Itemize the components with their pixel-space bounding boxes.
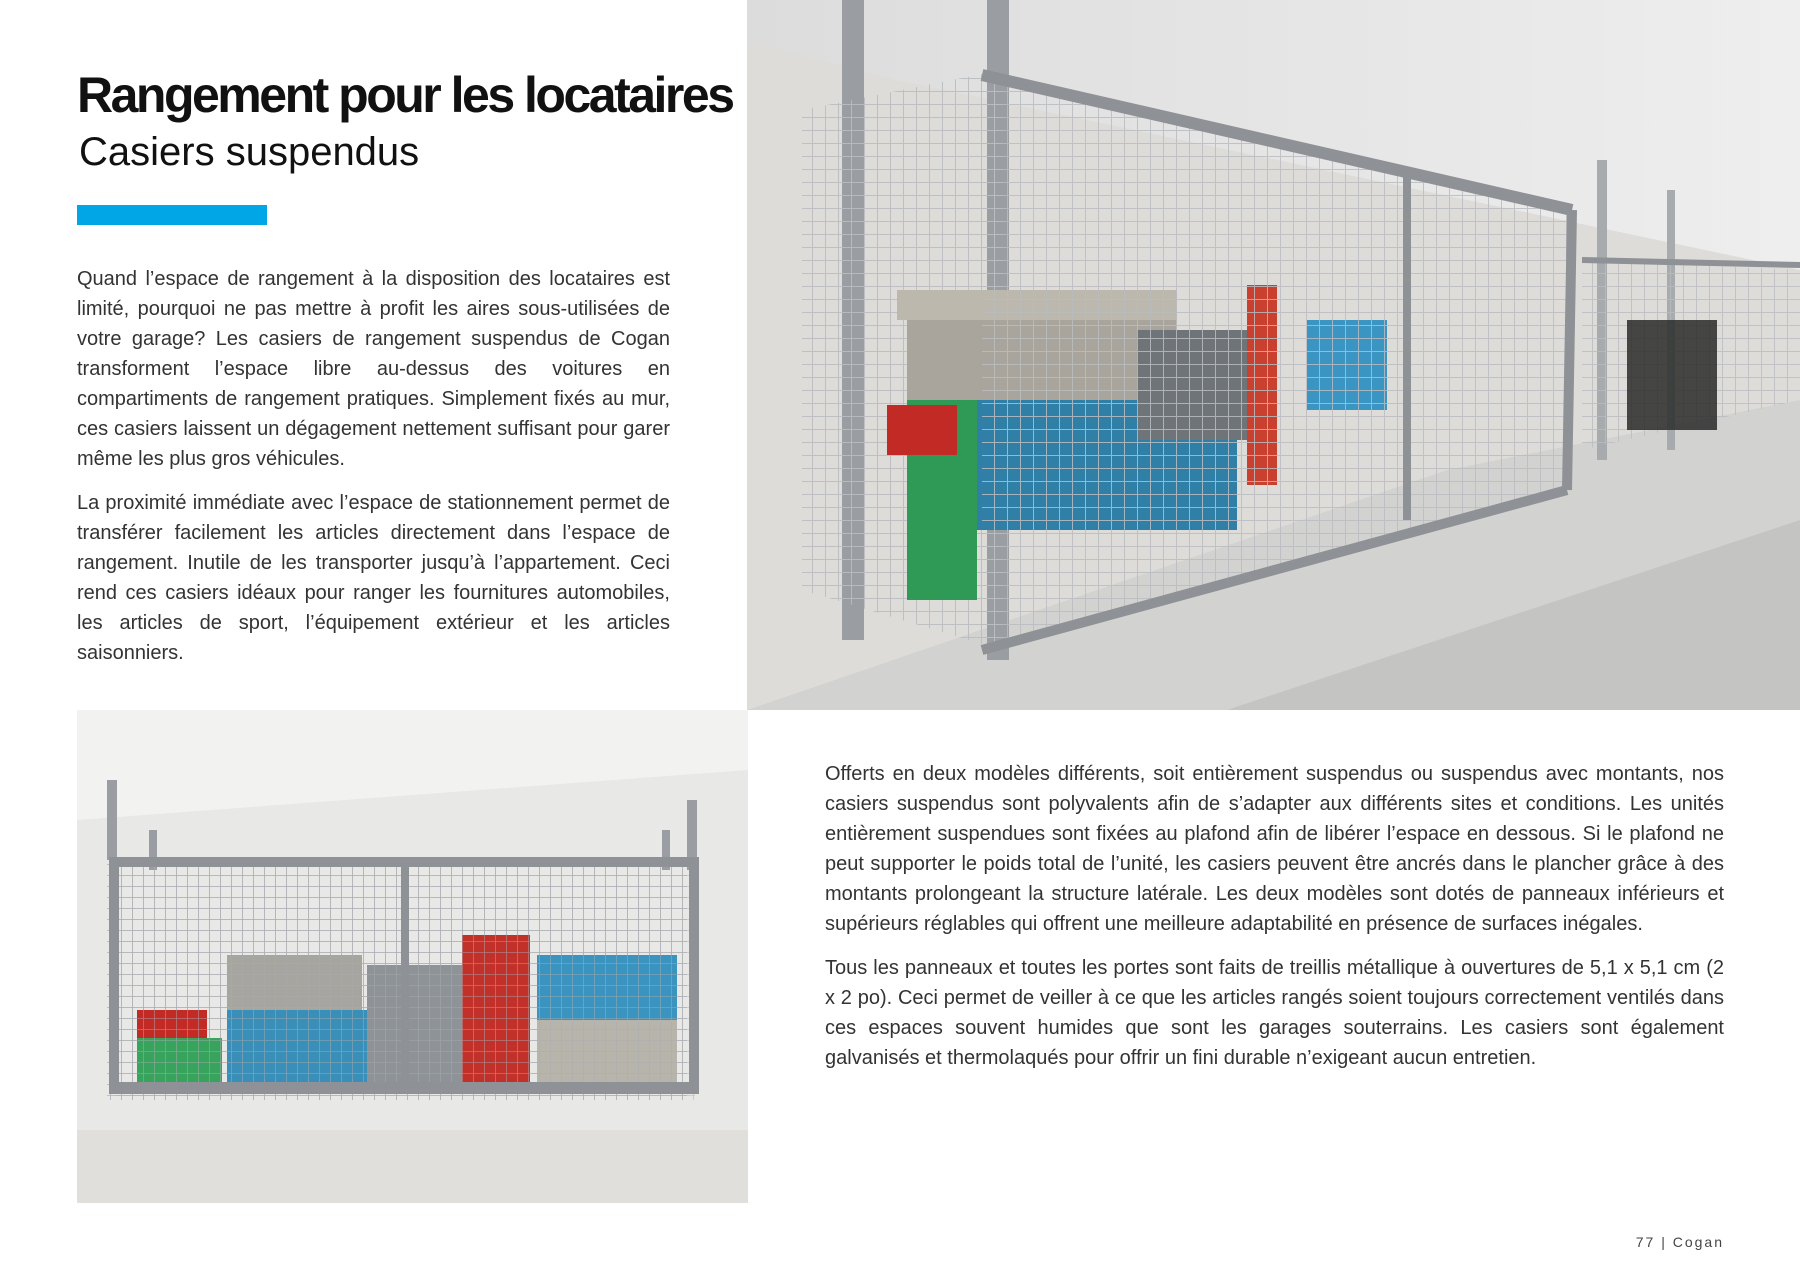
accent-bar: [77, 205, 267, 225]
intro-text: [77, 264, 670, 682]
details-text: [825, 759, 1724, 1087]
details-paragraph: Offerts en deux modèles différents, soit entièrement suspendus ou suspendus avec montants, nos casiers suspendus sont polyvalents afin de s’adapter aux différents sites et conditions. Les unités entièrement suspendues sont fixées au plafond afin de libérer l’espace en dessous. Si le plafond ne peut supporter le poids total de l’unité, les casiers peuvent être ancrés dans le plancher grâce à des montants prolongeant la structure latérale. Les deux modèles sont dotés de panneaux inférieurs et supérieurs réglables qui offrent une meilleure adaptabilité en présence de surfaces inégales.: [825, 763, 1724, 935]
details-paragraph: Tous les panneaux et toutes les portes sont faits de treillis métallique à ouvertures de 5,1 x 5,1 cm (2 x 2 po). Ceci permet de veiller à ce que les articles rangés soient toujours correctement ventilés dans ces espaces souvent humides que sont les garages souterrains. Les casiers sont également galvanisés et thermolaqués pour offrir un fini durable n’exigeant aucun entretien.: [825, 957, 1724, 1069]
garage-lockers-photo: [747, 0, 1800, 710]
intro-paragraph: Quand l’espace de rangement à la disposition des locataires est limité, pourquoi ne pas mettre à profit les aires sous-utilisées de votre garage? Les casiers de rangement suspendus de Cogan transforment l’espace libre au-dessus des voitures en compartiments de rangement pratiques. Simplement fixés au mur, ces casiers laissent un dégagement nettement suffisant pour garer même les plus gros véhicules.: [77, 268, 670, 470]
page-subtitle: Casiers suspendus: [79, 130, 420, 174]
page-footer: 77 | Cogan: [1635, 1234, 1724, 1250]
intro-paragraph: La proximité immédiate avec l’espace de stationnement permet de transférer facilement les articles directement dans l’espace de rangement. Inutile de les transporter jusqu’à l’appartement. Ceci rend ces casiers idéaux pour ranger les fournitures automobiles, les articles de sport, l’équipement extérieur et les articles saisonniers.: [77, 492, 670, 664]
suspended-locker-photo: [77, 710, 748, 1203]
page-title: Rangement pour les locataires: [77, 67, 733, 123]
